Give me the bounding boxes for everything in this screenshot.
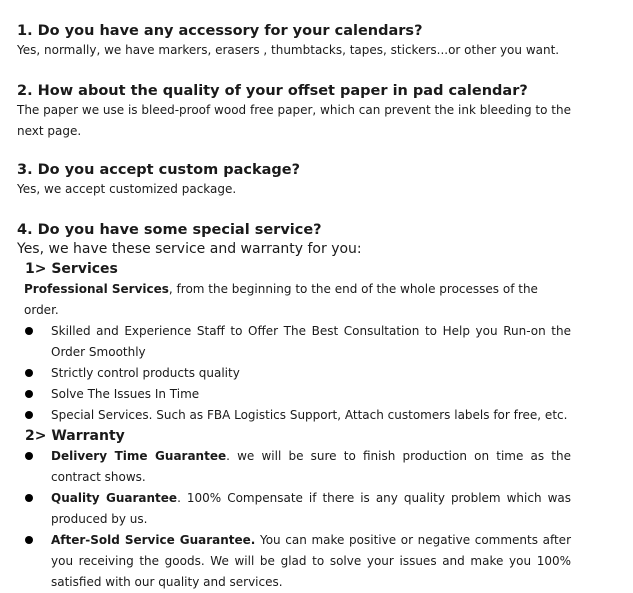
warranty-item-text: . 100% Compensate if there is any quality problem which was produced by us. (51, 491, 571, 526)
question-4-title: 4. Do you have some special service? (17, 222, 322, 238)
list-item (17, 363, 571, 384)
bullet-icon (25, 369, 33, 377)
services-intro-rest: , from the beginning to the end of the whole processes of the order. (24, 282, 538, 317)
warranty-heading: 2> Warranty (25, 428, 125, 444)
list-item (17, 405, 571, 426)
bullet-icon (25, 411, 33, 419)
warranty-item-bold: Quality Guarantee (51, 491, 178, 505)
services-item-text: Solve The Issues In Time (51, 387, 200, 401)
question-2-title: 2. How about the quality of your offset paper in pad calendar? (17, 83, 528, 99)
warranty-list (17, 446, 571, 593)
services-item-text: Strictly control products quality (51, 366, 240, 380)
services-item-text: Skilled and Experience Staff to Offer The Best Consultation to Help you Run-on the Order Smoothly (51, 324, 571, 359)
list-item (17, 384, 571, 405)
list-item (17, 530, 571, 593)
services-heading: 1> Services (25, 261, 118, 277)
warranty-item-text: You can make positive or negative comments after you receiving the goods. We will be glad to solve your issues and make you 100% satisfied with our quality and services. (51, 533, 572, 589)
list-item (17, 446, 571, 488)
question-1-answer: Yes, normally, we have markers, erasers , thumbtacks, tapes, stickers...or other you want. (17, 43, 560, 57)
question-3-answer: Yes, we accept customized package. (17, 182, 237, 196)
list-item (17, 321, 571, 363)
bullet-icon (25, 452, 33, 460)
question-4-answer: Yes, we have these service and warranty for you: (17, 241, 362, 257)
bullet-icon (25, 536, 33, 544)
services-intro (24, 279, 571, 321)
bullet-icon (25, 327, 33, 335)
faq-document (17, 22, 571, 593)
question-2-answer: The paper we use is bleed-proof wood free paper, which can prevent the ink bleeding to the next page. (17, 103, 571, 138)
question-1-title: 1. Do you have any accessory for your calendars? (17, 23, 423, 39)
warranty-item-bold: After-Sold Service Guarantee. (51, 533, 256, 547)
services-item-text: Special Services. Such as FBA Logistics Support, Attach customers labels for free, etc. (51, 408, 568, 422)
question-3-title: 3. Do you accept custom package? (17, 162, 301, 178)
bullet-icon (25, 390, 33, 398)
list-item (17, 488, 571, 530)
services-intro-bold: Professional Services (24, 282, 169, 296)
services-list (17, 321, 571, 426)
warranty-item-bold: Delivery Time Guarantee (51, 449, 227, 463)
warranty-item-text: . we will be sure to finish production on time as the contract shows. (51, 449, 571, 484)
bullet-icon (25, 494, 33, 502)
